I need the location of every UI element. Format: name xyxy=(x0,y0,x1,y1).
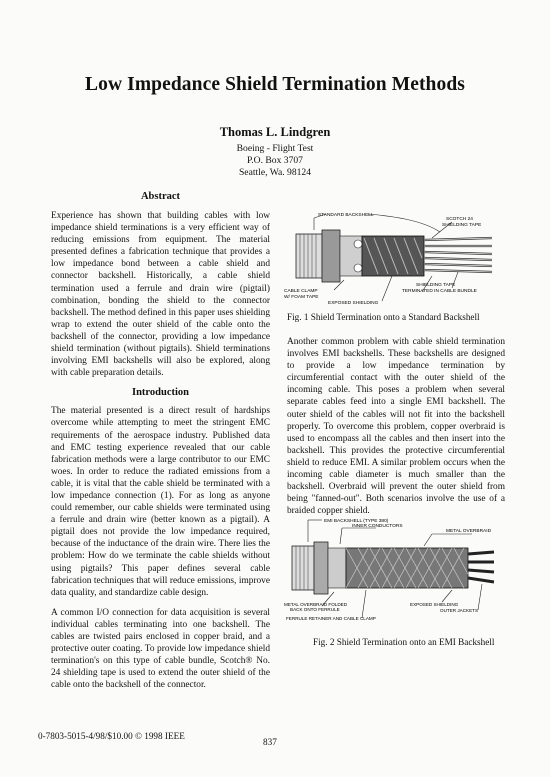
figure-2-diagram xyxy=(282,514,504,622)
introduction-paragraph-2: A common I/O connection for data acquisition is several individual cables terminating into one backshell. The cables are twisted pairs enclosed in copper braid, and a protective outer coating. To provide low impedance shield termination's on this type of cable bundle, Scotch® No. 24 shielding tape is used to extend the outer shield of the cable onto the backshell of the connector. xyxy=(51,607,270,691)
abstract-paragraph: Experience has shown that building cables with low impedance shield terminations is a very efficient way of reducing emissions from equipment. The material presented defines a fabrication technique that provides a low impedance bond between a cable shield and connector backshell. Historically, a cable shield termination used a ferrule and drain wire (pigtail) combination, bonding the shield to the connector backshell. The method defined in this paper uses shielding wrap to extend the outer shield of the cable onto the backshell of the connector, providing a low impedance shield termination (without pigtails). Shield terminations involving EMI backshells will also be explored, along with cable preparation details. xyxy=(51,211,270,379)
fig2-label-back-onto-ferrule: BACK ONTO FERRULE xyxy=(290,607,340,612)
fig2-label-overbraid-folded: METAL OVERBRAID FOLDED xyxy=(284,602,348,607)
fig1-label-shielding-tape-bottom: SHIELDING TAPE xyxy=(416,283,456,288)
fig2-label-exposed-shielding: EXPOSED SHIELDING xyxy=(410,602,459,607)
affiliation-line-2: P.O. Box 3707 xyxy=(247,155,303,166)
fig1-label-standard-backshell: STANDARD BACKSHELL xyxy=(318,213,374,218)
author-name: Thomas L. Lindgren xyxy=(219,125,331,139)
left-column xyxy=(51,191,270,699)
affiliation-line-3: Seattle, Wa. 98124 xyxy=(238,167,312,178)
paper-title: Low Impedance Shield Termination Methods xyxy=(85,74,465,95)
introduction-paragraph-1: The material presented is a direct result of hardships overcome while attempting to meet the stringent EMC requirements of the aerospace industry. Published data and EMC testing experience revealed that our cable fabrication methods were a large contributor to our EMC woes. In order to reduce the radiated emissions from a cable, it is vital that the cable shield be terminated with a low impedance connection (1). For as long as anyone could remember, our cable shields were terminated using a ferrule and drain wire (better known as a pigtail). A pigtail does not provide the low impedance required, because of the inductance of the drain wire. There lies the problem: How do we terminate the cable shields without using pigtails? This paper defines several cable fabrication techniques that will reduce emissions, improve data quality, and standardize cable design. xyxy=(51,406,270,598)
fig1-label-foam-tape: W/ FOAM TAPE xyxy=(284,295,319,300)
right-column-paragraph: Another common problem with cable shield termination involves EMI backshells. These backshells are designed to provide a low impedance termination by circumferential contact with the outer shield of the incoming cable. This poses a problem when several separate cables feed into a single EMI backshell. The outer shield of the cables will not fit into the backshell properly. To overcome this problem, copper overbraid is used to encompass all the cables and then insert into the backshell. This provides the protective circumferential shield to reduce EMI. A similar problem occurs when the incoming cable diameter is much smaller than the backshell. Overbraid will prevent the outer shield from being "fanned-out". Both scenarios involve the use of a braided copper shield. xyxy=(287,337,505,517)
figure-2-caption: Fig. 2 Shield Termination onto an EMI Backshell xyxy=(313,637,495,647)
fig1-label-terminated: TERMINATED IN CABLE BUNDLE xyxy=(402,289,477,294)
fig1-label-exposed-shielding: EXPOSED SHIELDING xyxy=(328,301,379,306)
affiliation-line-1: Boeing - Flight Test xyxy=(236,143,314,154)
right-column-text xyxy=(287,336,505,525)
fig2-label-ferrule-retainer: FERRULE RETAINER AND CABLE CLAMP xyxy=(286,616,376,621)
fig2-label-emi-backshell: EMI BACKSHELL (TYPE 380) xyxy=(324,519,389,524)
fig2-label-metal-overbraid: METAL OVERBRAID xyxy=(446,529,492,534)
figure-1-caption: Fig. 1 Shield Termination onto a Standard Backshell xyxy=(287,312,480,322)
page-number: 837 xyxy=(263,737,277,747)
fig1-label-shielding-tape-top: SHIELDING TAPE xyxy=(442,223,482,228)
fig1-label-scotch: SCOTCH 24 xyxy=(446,217,473,222)
fig1-label-cable-clamp: CABLE CLAMP xyxy=(284,289,318,294)
copyright-notice: 0-7803-5015-4/98/$10.00 © 1998 IEEE xyxy=(38,731,185,741)
introduction-heading: Introduction xyxy=(132,387,189,399)
fig2-label-inner-conductors: INNER CONDUCTORS xyxy=(352,524,403,529)
fig2-label-outer-jackets: OUTER JACKETS xyxy=(440,608,479,613)
introduction-text xyxy=(51,405,270,691)
abstract-text xyxy=(51,210,270,379)
abstract-heading: Abstract xyxy=(140,191,181,202)
figure-1-diagram xyxy=(282,208,504,306)
